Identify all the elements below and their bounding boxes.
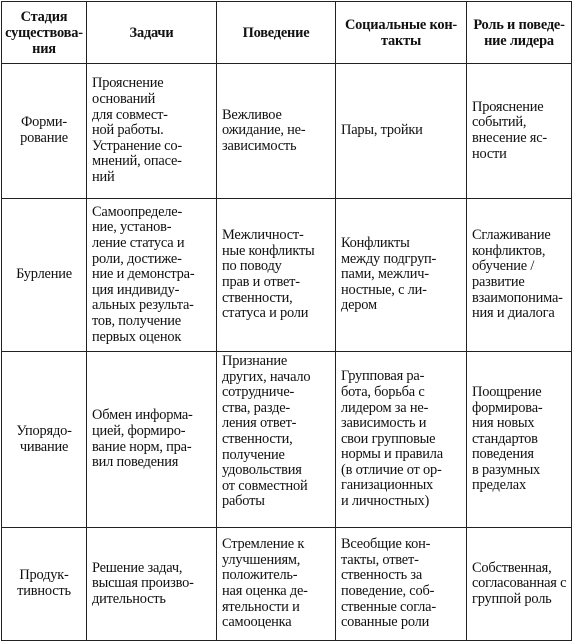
stage-cell: Форми- рование (2, 64, 87, 199)
header-contacts: Социальные кон- такты (336, 2, 467, 64)
leader-cell: Прояснение событий, внесение яс- ности (467, 64, 572, 199)
header-leader: Роль и поведе- ние лидера (467, 2, 572, 64)
stage-cell: Бурление (2, 199, 87, 352)
behavior-cell: Стремление к улучшениям, положитель- ная оценка де- ятельности и самооценка (217, 528, 336, 641)
behavior-cell: Признание других, начало сотрудниче- ства, разде- ления ответ- ственности, получение удовольствия от совместной работы (217, 352, 336, 528)
contacts-cell: Всеобщие кон- такты, ответ- ственность за поведение, соб- ственные согла- сованные роли (336, 528, 467, 641)
tasks-cell: Решение задач, высшая произво- дительность (87, 528, 217, 641)
table-row (2, 528, 572, 641)
table-row (2, 199, 572, 352)
contacts-cell: Групповая ра- бота, борьба с лидером за не- зависимость и свои групповые нормы и правила (в отличие от ор- ганизационных и личностных) (336, 352, 467, 528)
behavior-cell: Межличност- ные конфликты по поводу прав и ответ- ственности, статуса и роли (217, 199, 336, 352)
stage-cell: Упорядо- чивание (2, 352, 87, 528)
header-stage: Стадия существова- ния (2, 2, 87, 64)
table-row (2, 352, 572, 528)
tasks-cell: Обмен информа- цией, формиро- вание норм, пра- вил поведения (87, 352, 217, 528)
stage-cell: Продук- тивность (2, 528, 87, 641)
table-row (2, 64, 572, 199)
header-row (2, 2, 572, 64)
behavior-cell: Вежливое ожидание, не- зависимость (217, 64, 336, 199)
leader-cell: Сглаживание конфликтов, обучение / развитие взаимопонима- ния и диалога (467, 199, 572, 352)
group-development-table (1, 1, 572, 641)
leader-cell: Собственная, согласованная с группой роль (467, 528, 572, 641)
tasks-cell: Самоопределе- ние, установ- ление статуса и роли, достиже- ние и демонстра- ция индивиду- альных результа- тов, получение первых оценок (87, 199, 217, 352)
header-behavior: Поведение (217, 2, 336, 64)
leader-cell: Поощрение формирова- ния новых стандартов поведения в разумных пределах (467, 352, 572, 528)
tasks-cell: Прояснение оснований для совмест- ной работы. Устранение со- мнений, опасе- ний (87, 64, 217, 199)
contacts-cell: Пары, тройки (336, 64, 467, 199)
contacts-cell: Конфликты между подгруп- пами, межлич- ностные, с ли- дером (336, 199, 467, 352)
header-tasks: Задачи (87, 2, 217, 64)
